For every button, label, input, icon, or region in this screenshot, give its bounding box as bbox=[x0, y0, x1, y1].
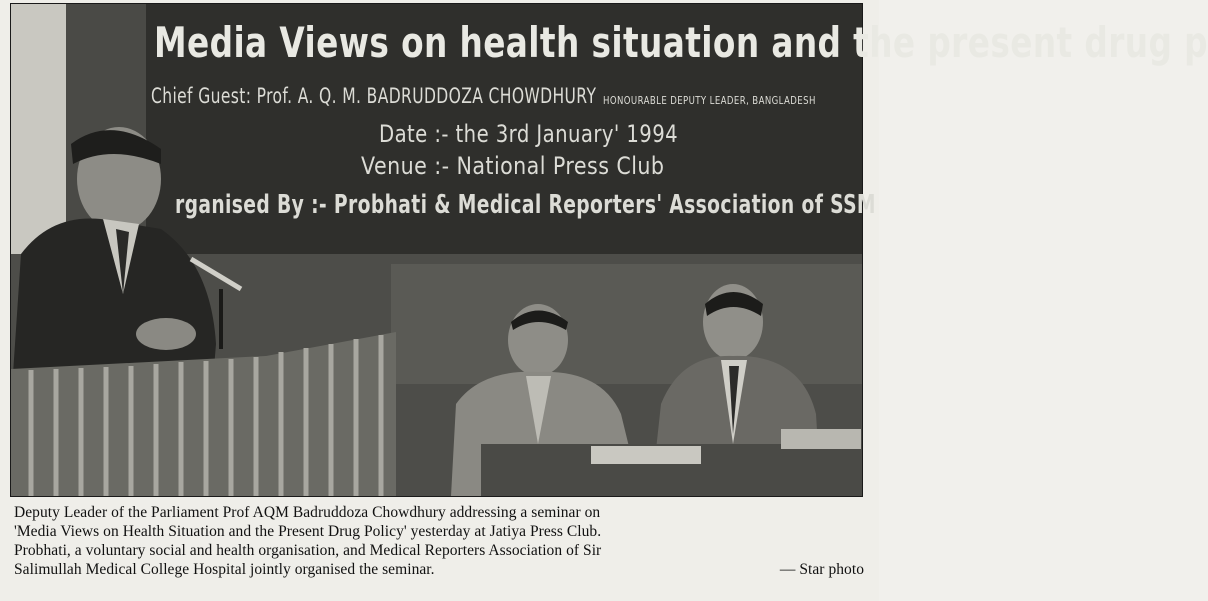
banner-venue: Venue :- National Press Club bbox=[361, 152, 665, 180]
photo-caption bbox=[14, 503, 864, 579]
caption-line-last bbox=[14, 560, 864, 579]
photo-credit: — Star photo bbox=[779, 561, 864, 578]
banner-chief-guest: Chief Guest: Prof. A. Q. M. BADRUDDOZA CHOWDHURY bbox=[151, 84, 597, 108]
caption-line: Salimullah Medical College Hospital jointly organised the seminar. bbox=[14, 561, 435, 578]
caption-line: Probhati, a voluntary social and health organisation, and Medical Reporters Association of Sir bbox=[14, 542, 602, 559]
banner-organised-by: rganised By :- Probhati & Medical Reporters' Association of SSM bbox=[175, 190, 876, 220]
banner-guest-title: HONOURABLE DEPUTY LEADER, BANGLADESH bbox=[603, 94, 816, 107]
caption-line: Deputy Leader of the Parliament Prof AQM Badruddoza Chowdhury addressing a seminar on bbox=[14, 504, 601, 521]
caption-line: 'Media Views on Health Situation and the Present Drug Policy' yesterday at Jatiya Press Club. bbox=[14, 523, 602, 540]
photo-scene bbox=[11, 4, 862, 496]
news-photo bbox=[10, 3, 1208, 497]
banner-title: Media Views on health situation and the present drug p bbox=[154, 18, 1208, 67]
banner-date: Date :- the 3rd January' 1994 bbox=[379, 120, 679, 148]
